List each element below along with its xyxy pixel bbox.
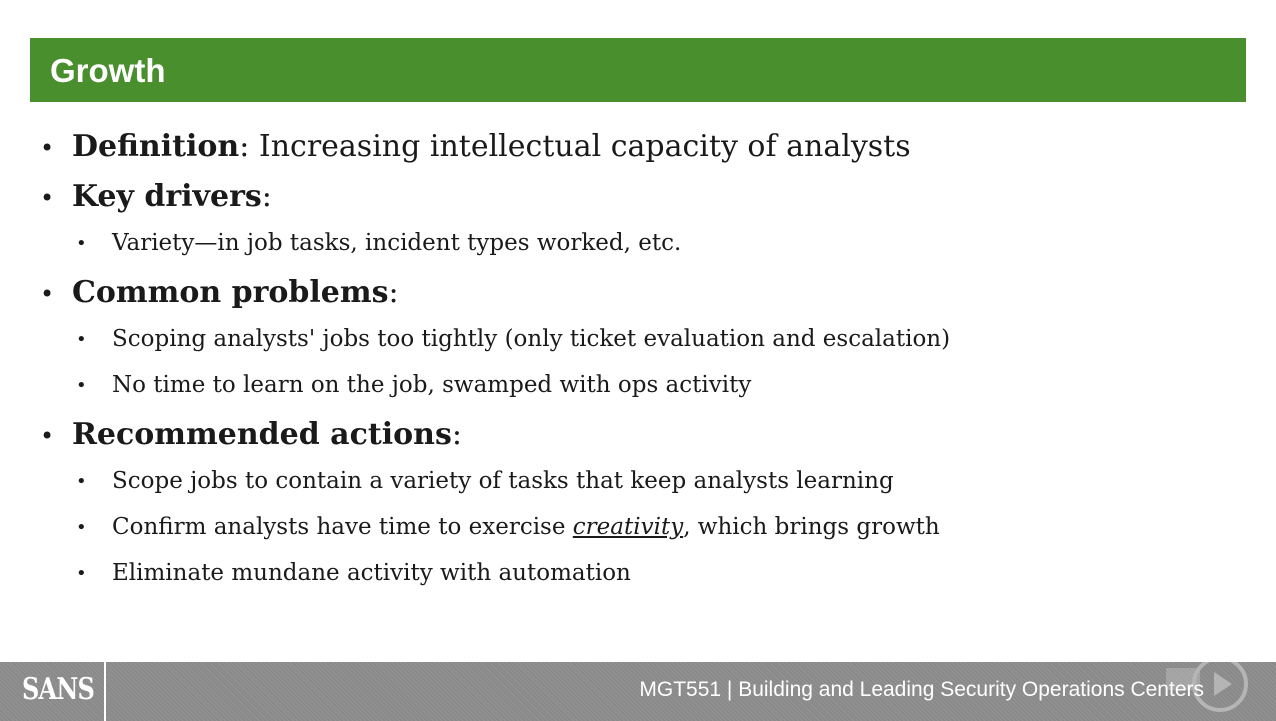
sub-bullet <box>40 466 1240 496</box>
bullet-dot-icon: • <box>76 471 87 492</box>
sub-bullet-text: No time to learn on the job, swamped with ops activity <box>112 372 752 398</box>
sub-bullet <box>40 558 1240 588</box>
bullet-term: Common problems <box>72 275 389 310</box>
sans-logo: SANS <box>22 672 95 707</box>
bullet-dot-icon: • <box>76 329 87 350</box>
bullet-key-drivers <box>40 178 1240 216</box>
bullet-dot-icon: • <box>40 422 55 450</box>
sub-bullet <box>40 228 1240 258</box>
bullet-dot-icon: • <box>40 184 55 212</box>
bullet-term: Key drivers <box>72 179 262 214</box>
title-bar <box>30 38 1246 102</box>
footer-bar <box>0 662 1276 721</box>
bullet-dot-icon: • <box>40 134 55 162</box>
sub-bullet-text-before: Confirm analysts have time to exercise <box>112 514 573 540</box>
course-title: MGT551 | Building and Leading Security Operations Centers <box>639 678 1204 701</box>
bullet-text: : <box>261 179 272 214</box>
sub-bullet-text-after: , which brings growth <box>683 514 940 540</box>
sub-bullet-emphasis: creativity <box>572 514 684 540</box>
bullet-text: : Increasing intellectual capacity of analysts <box>239 129 911 164</box>
bullet-recommended-actions <box>40 416 1240 454</box>
bullet-list <box>40 118 1240 604</box>
bullet-dot-icon: • <box>76 375 87 396</box>
bullet-dot-icon: • <box>40 280 55 308</box>
sub-bullet <box>40 324 1240 354</box>
sub-bullet <box>40 512 1240 542</box>
bullet-term: Definition <box>72 129 240 164</box>
sub-bullet <box>40 370 1240 400</box>
bullet-dot-icon: • <box>76 233 87 254</box>
bullet-text: : <box>388 275 399 310</box>
sub-bullet-text: Eliminate mundane activity with automation <box>112 560 631 586</box>
bullet-text: : <box>451 417 462 452</box>
sub-bullet-text: Scoping analysts' jobs too tightly (only ticket evaluation and escalation) <box>112 326 951 352</box>
sub-bullet-text: Variety—in job tasks, incident types worked, etc. <box>112 230 682 256</box>
bullet-definition <box>40 128 1240 166</box>
bullet-dot-icon: • <box>76 563 87 584</box>
bullet-dot-icon: • <box>76 517 87 538</box>
footer-divider <box>104 662 106 721</box>
bullet-common-problems <box>40 274 1240 312</box>
slide-title: Growth <box>50 52 166 89</box>
bullet-term: Recommended actions <box>72 417 452 452</box>
sub-bullet-text: Scope jobs to contain a variety of tasks that keep analysts learning <box>112 468 894 494</box>
